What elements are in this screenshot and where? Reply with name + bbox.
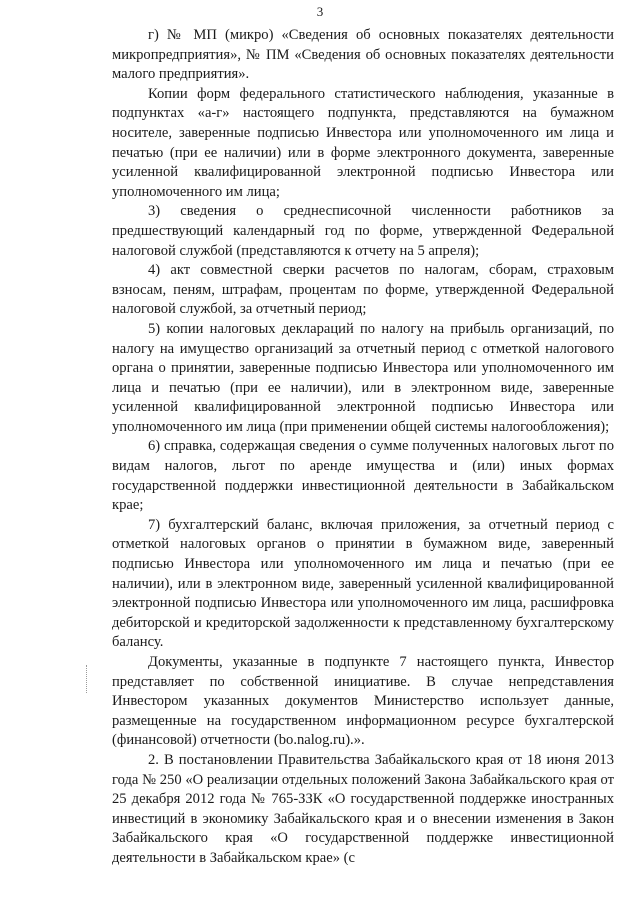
page-number: 3 (316, 4, 324, 19)
document-body (112, 26, 614, 869)
paragraph-item-6: 6) справка, содержащая сведения о сумме полученных налоговых льгот по видам налогов, льгот по аренде имущества и (или) иных формах государственной поддержки инвестиционной деятельности в Забайкальском крае; (112, 438, 614, 514)
paragraph-form-copies: Копии форм федерального статистического наблюдения, указанные в подпунктах «а-г» настоящего подпункта, представляются на бумажном носителе, заверенные подписью Инвестора или уполномоченного им лица и печатью (при ее наличии) или в форме электронного документа, заверенные усиленной квалифицированной электронной подписью Инвестора или уполномоченного им лица; (112, 85, 614, 200)
paragraph-g-forms: г) № МП (микро) «Сведения об основных показателях деятельности микропредприятия», № ПМ «Сведения об основных показателях деятельности малого предприятия». (112, 27, 614, 83)
paragraph-documents-note: Документы, указанные в подпункте 7 настоящего пункта, Инвестор представляет по собственной инициативе. В случае непредставления Инвестором указанных документов Министерство использует данные, размещенные на государственном информационном ресурсе бухгалтерской (финансовой) отчетности (bo.nalog.ru).». (112, 654, 614, 749)
paragraph-section-2: 2. В постановлении Правительства Забайкальского края от 18 июня 2013 года № 250 «О реализации отдельных положений Закона Забайкальского края от 25 декабря 2012 года № 765-ЗЗК «О государственной поддержке иностранных инвестиций в экономику Забайкальского края и о внесении изменения в Закон Забайкальского края «О государственной поддержке инвестиционной деятельности в Забайкальском крае» (с (112, 751, 614, 866)
margin-mark (86, 665, 90, 693)
paragraph-item-7: 7) бухгалтерский баланс, включая приложения, за отчетный период с отметкой налоговых органов о принятии в бумажном виде, заверенный подписью Инвестора или уполномоченного им лица и печатью (при ее наличии), или в электронном виде, заверенный усиленной квалифицированной электронной подписью Инвестора или уполномоченного им лица, расшифровка дебиторской и кредиторской задолженности к представленному бухгалтерскому балансу. (112, 516, 614, 651)
paragraph-item-4: 4) акт совместной сверки расчетов по налогам, сборам, страховым взносам, пеням, штрафам, процентам по форме, утвержденной Федеральной налоговой службой, за отчетный период; (112, 262, 614, 318)
paragraph-item-3: 3) сведения о среднесписочной численности работников за предшествующий календарный год по форме, утвержденной Федеральной налоговой службой (представляются к отчету на 5 апреля); (112, 203, 614, 259)
paragraph-item-5: 5) копии налоговых деклараций по налогу на прибыль организаций, по налогу на имущество организаций за отчетный период с отметкой налогового органа о принятии, заверенные подписью Инвестора или уполномоченного им лица и печатью (при ее наличии), или в электронном виде, заверенные усиленной квалифицированной электронной подписью Инвестора или уполномоченного им лица (при применении общей системы налогообложения); (112, 320, 614, 435)
